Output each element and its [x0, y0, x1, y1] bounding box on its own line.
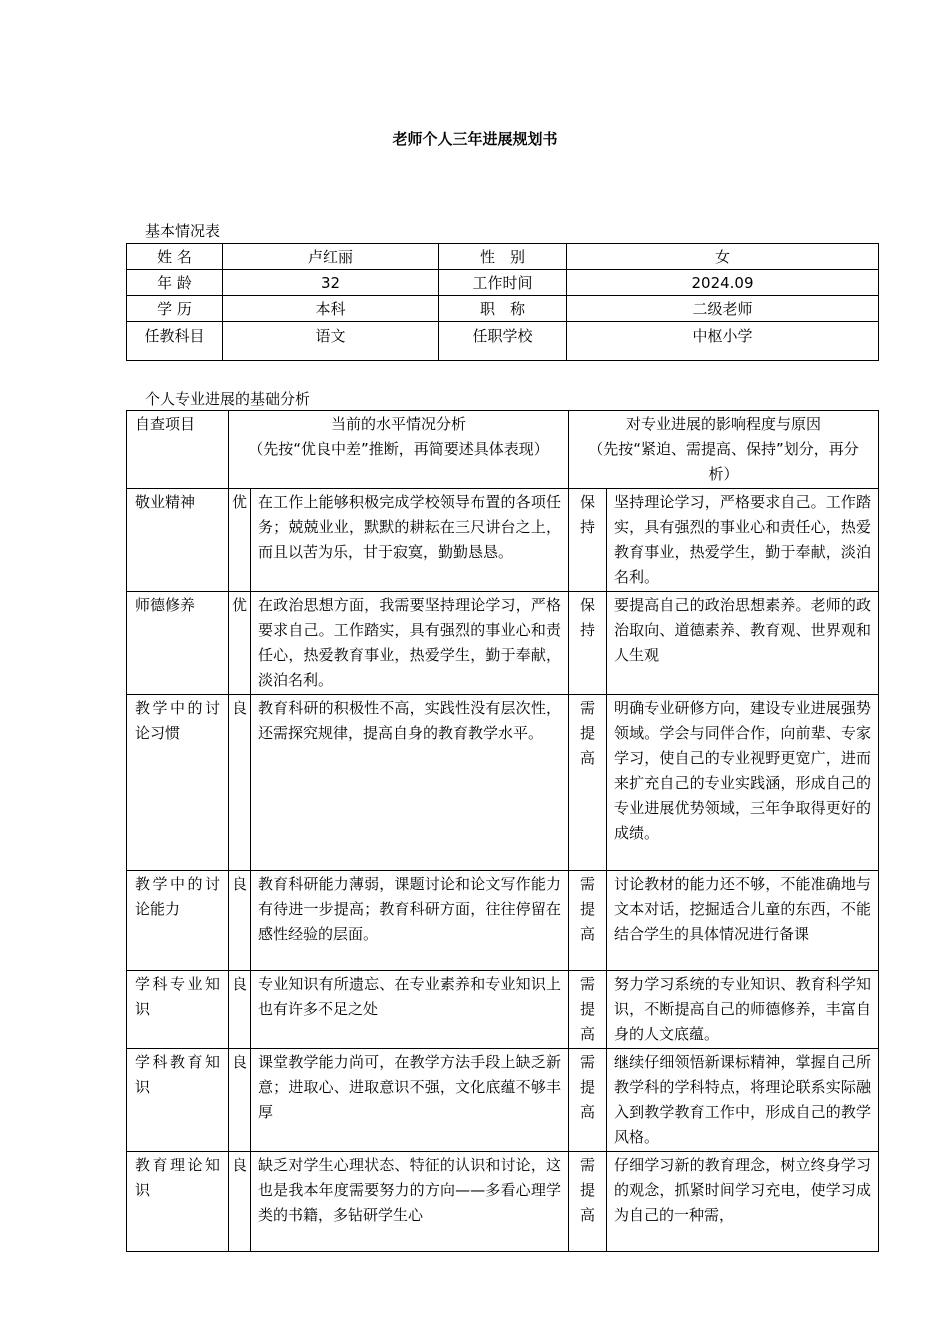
analysis-row	[127, 489, 879, 592]
field-value: 本科	[223, 296, 439, 322]
grade-cell: 优	[229, 592, 251, 695]
header-item: 自查项目	[127, 411, 229, 489]
analysis-row	[127, 592, 879, 695]
field-value: 中枢小学	[567, 322, 879, 361]
field-value: 32	[223, 270, 439, 296]
header-current: 当前的水平情况分析 （先按“优良中差”推断，再简要述具体表现）	[229, 411, 569, 489]
current-analysis: 课堂教学能力尚可，在教学方法手段上缺乏新意；进取心、进取意识不强，文化底蕴不够丰厚	[251, 1049, 569, 1152]
field-label: 学 历	[127, 296, 223, 322]
grade-cell: 良	[229, 871, 251, 971]
self-check-item: 教学中的讨论习惯	[127, 695, 229, 871]
impact-level: 需提高	[569, 971, 607, 1049]
analysis-row	[127, 1152, 879, 1252]
impact-level: 需提高	[569, 1152, 607, 1252]
basic-info-label: 基本情况表	[145, 222, 221, 240]
field-label: 年 龄	[127, 270, 223, 296]
analysis-table-viewport	[126, 410, 878, 1224]
current-analysis: 专业知识有所遗忘、在专业素养和专业知识上也有许多不足之处	[251, 971, 569, 1049]
self-check-item: 教育理论知识	[127, 1152, 229, 1252]
analysis-label: 个人专业进展的基础分析	[145, 390, 311, 408]
field-value: 卢红丽	[223, 244, 439, 270]
field-label: 任教科目	[127, 322, 223, 361]
self-check-item: 敬业精神	[127, 489, 229, 592]
impact-level: 需提高	[569, 871, 607, 971]
grade-cell: 优	[229, 489, 251, 592]
impact-level: 需提高	[569, 1049, 607, 1152]
current-analysis: 在政治思想方面，我需要坚持理论学习，严格要求自己。工作踏实，具有强烈的事业心和责任心，热爱教育事业，热爱学生，勤于奉献，淡泊名利。	[251, 592, 569, 695]
field-value: 女	[567, 244, 879, 270]
analysis-row	[127, 971, 879, 1049]
basic-info-table	[126, 243, 879, 361]
impact-reason: 继续仔细领悟新课标精神，掌握自己所教学科的学科特点，将理论联系实际融入到教学教育工作中，形成自己的教学风格。	[607, 1049, 879, 1152]
impact-reason: 仔细学习新的教育理念，树立终身学习的观念，抓紧时间学习充电，使学习成为自己的一种需，	[607, 1152, 879, 1252]
field-label: 任职学校	[439, 322, 567, 361]
basic-info-row	[127, 244, 879, 270]
field-value: 语文	[223, 322, 439, 361]
grade-cell: 良	[229, 971, 251, 1049]
grade-cell: 良	[229, 1152, 251, 1252]
impact-level: 保持	[569, 489, 607, 592]
grade-cell: 良	[229, 695, 251, 871]
analysis-table	[126, 410, 879, 1252]
field-value: 二级老师	[567, 296, 879, 322]
field-label: 工作时间	[439, 270, 567, 296]
field-label: 性 别	[439, 244, 567, 270]
basic-info-row	[127, 322, 879, 361]
self-check-item: 教学中的讨论能力	[127, 871, 229, 971]
basic-info-row	[127, 296, 879, 322]
self-check-item: 师德修养	[127, 592, 229, 695]
document-title: 老师个人三年进展规划书	[392, 130, 558, 148]
impact-reason: 讨论教材的能力还不够，不能准确地与文本对话，挖掘适合儿童的东西，不能结合学生的具体情况进行备课	[607, 871, 879, 971]
impact-reason: 努力学习系统的专业知识、教育科学知识，不断提高自己的师德修养，丰富自身的人文底蕴。	[607, 971, 879, 1049]
impact-reason: 要提高自己的政治思想素养。老师的政治取向、道德素养、教育观、世界观和人生观	[607, 592, 879, 695]
current-analysis: 教育科研的积极性不高，实践性没有层次性，还需探究规律，提高自身的教育教学水平。	[251, 695, 569, 871]
current-analysis: 在工作上能够积极完成学校领导布置的各项任务；兢兢业业，默默的耕耘在三尺讲台之上，而且以苦为乐，甘于寂寞，勤勤恳恳。	[251, 489, 569, 592]
analysis-row	[127, 1049, 879, 1152]
impact-reason: 坚持理论学习，严格要求自己。工作踏实，具有强烈的事业心和责任心，热爱教育事业，热爱学生，勤于奉献，淡泊名利。	[607, 489, 879, 592]
self-check-item: 学科专业知识	[127, 971, 229, 1049]
self-check-item: 学科教育知识	[127, 1049, 229, 1152]
field-label: 职 称	[439, 296, 567, 322]
grade-cell: 良	[229, 1049, 251, 1152]
field-label: 姓 名	[127, 244, 223, 270]
field-value: 2024.09	[567, 270, 879, 296]
impact-level: 保持	[569, 592, 607, 695]
current-analysis: 教育科研能力薄弱，课题讨论和论文写作能力有待进一步提高；教育科研方面，往往停留在感性经验的层面。	[251, 871, 569, 971]
analysis-row	[127, 695, 879, 871]
analysis-header-row	[127, 411, 879, 489]
analysis-row	[127, 871, 879, 971]
impact-reason: 明确专业研修方向，建设专业进展强势领域。学会与同伴合作，向前辈、专家学习，使自己的专业视野更宽广，进而来扩充自己的专业实践涵，形成自己的专业进展优势领域，三年争取得更好的成绩。	[607, 695, 879, 871]
current-analysis: 缺乏对学生心理状态、特征的认识和讨论，这也是我本年度需要努力的方向——多看心理学类的书籍，多钻研学生心	[251, 1152, 569, 1252]
basic-info-row	[127, 270, 879, 296]
header-impact: 对专业进展的影响程度与原因 （先按“紧迫、需提高、保持”划分，再分析）	[569, 411, 879, 489]
impact-level: 需提高	[569, 695, 607, 871]
